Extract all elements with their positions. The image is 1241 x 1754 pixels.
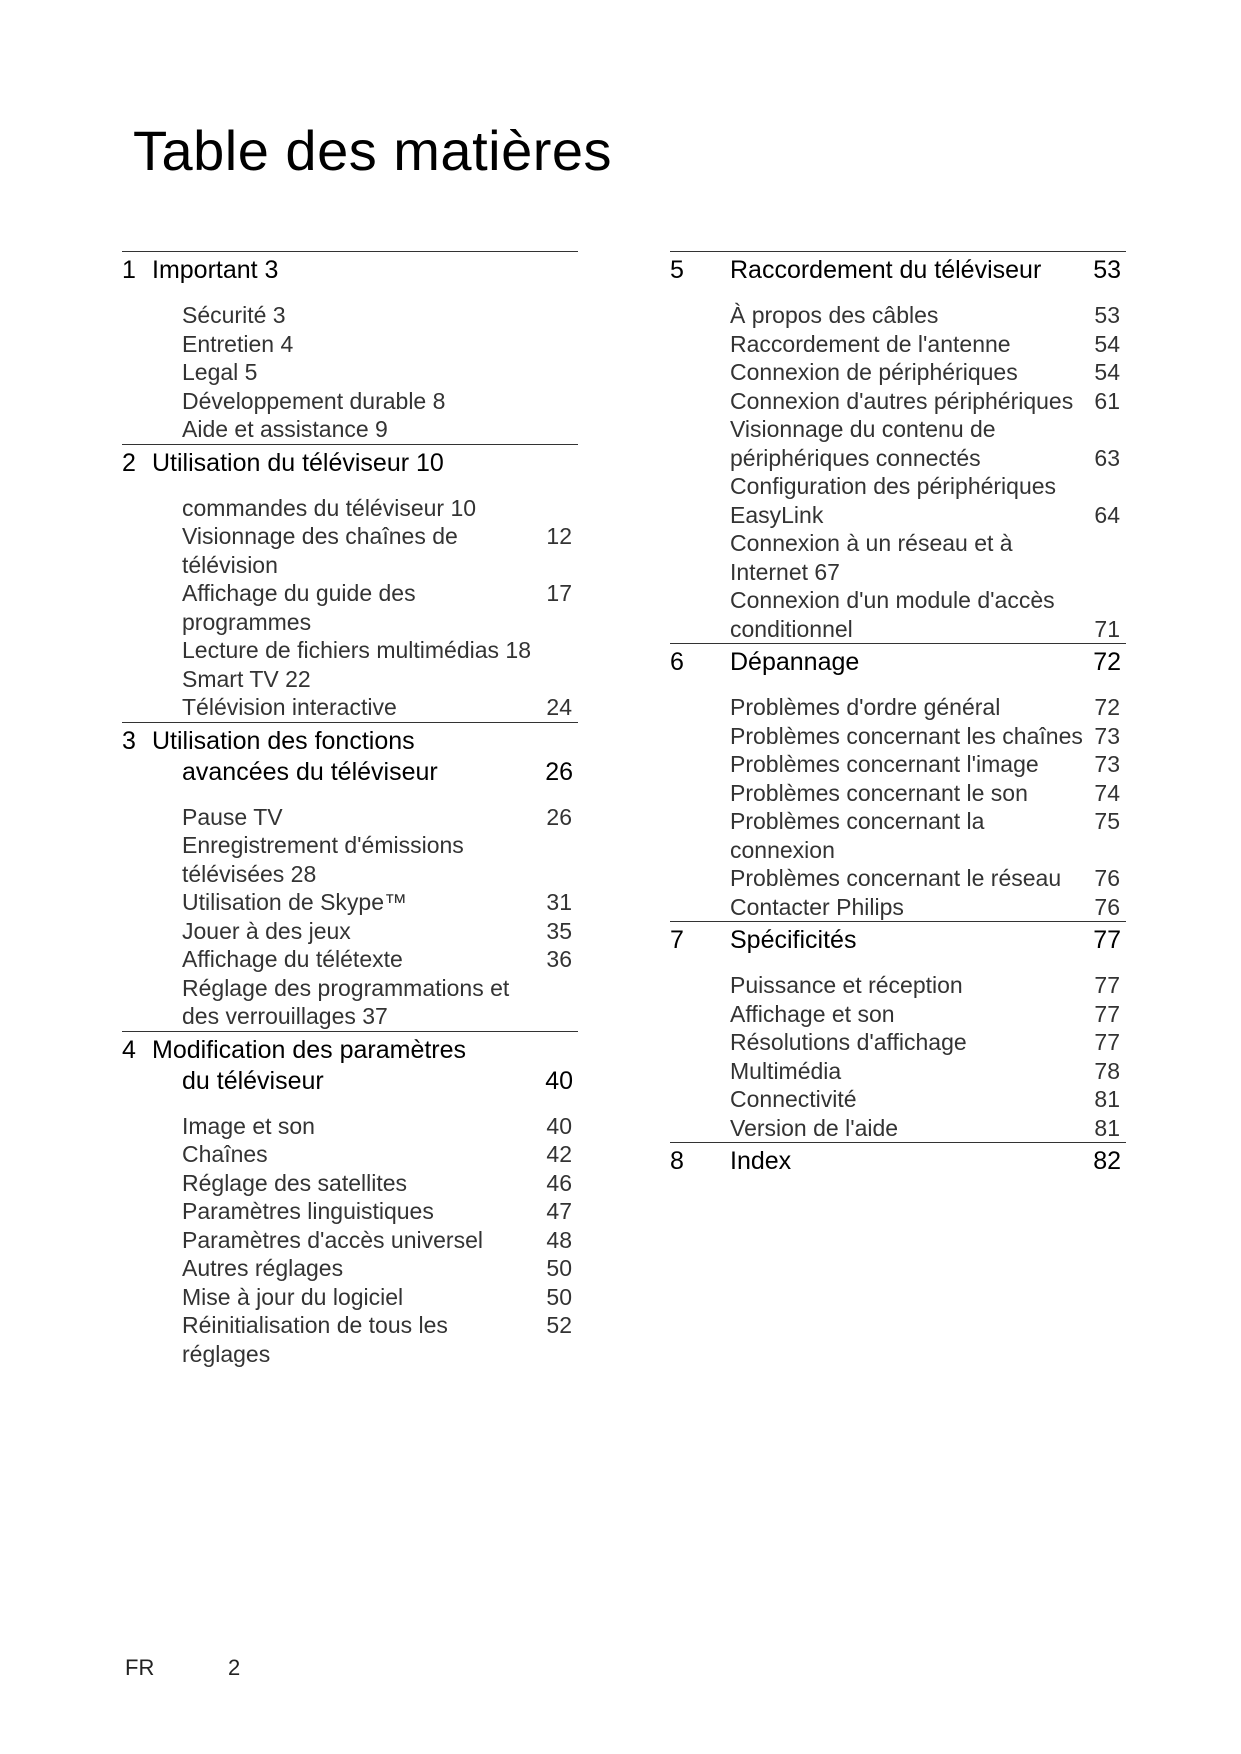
toc-entry[interactable] [182,1002,578,1031]
section-heading[interactable] [122,445,578,479]
entry-page: 50 [546,1283,572,1310]
section-title: Index [730,1147,792,1175]
entry-text: Smart TV 22 [182,665,311,692]
entry-text: Puissance et réception [730,972,963,998]
page-title: Table des matières [133,119,613,182]
entry-page: 81 [1094,1114,1120,1141]
entry-page: 46 [546,1169,572,1196]
toc-entry[interactable] [730,807,1126,864]
section-heading[interactable] [670,644,1126,678]
toc-entry[interactable] [182,301,578,330]
entry-text: périphériques connectés [730,444,981,471]
entry-page: 35 [546,917,572,944]
entry-page: 61 [1094,387,1120,414]
toc-entry[interactable] [730,971,1126,1000]
toc-entry[interactable] [730,893,1126,922]
entry-text: Raccordement de l'antenne [730,330,1011,357]
entry-text: Lecture de fichiers multimédias 18 [182,637,531,663]
entry-text: Multimédia [730,1057,842,1084]
entry-page: 50 [546,1255,572,1281]
toc-entry[interactable] [182,358,578,387]
entry-page: 72 [1094,694,1120,720]
section-heading[interactable] [670,252,1126,286]
entry-text: Chaînes [182,1141,268,1167]
entry-text: Réglage des satellites [182,1169,408,1196]
toc-section [670,921,1126,1142]
toc-entry[interactable] [182,494,578,523]
entry-page: 40 [546,1112,572,1139]
entry-page: 73 [1094,751,1120,777]
entry-page: 77 [1094,1029,1120,1055]
entry-page: 26 [546,803,572,830]
toc-entry[interactable] [182,522,578,579]
entry-page [1114,586,1126,615]
toc-entry[interactable] [182,387,578,416]
toc-section [670,1142,1126,1177]
entry-text: Sécurité 3 [182,302,286,328]
toc-entry[interactable] [730,387,1126,416]
entry-text: Problèmes concernant le son [730,779,1028,806]
entry-page: 52 [546,1312,572,1338]
toc-entry[interactable] [182,1311,578,1368]
entry-page [566,387,578,416]
toc-entry[interactable] [730,750,1126,779]
toc-entry[interactable] [730,693,1126,722]
section-page: 40 [545,1066,573,1095]
entry-text: commandes du téléviseur 10 [182,494,477,521]
entry-text: Jouer à des jeux [182,917,351,944]
entry-text: Internet 67 [730,558,840,585]
toc-section [122,444,578,722]
entry-text: EasyLink [730,501,824,528]
toc-entry[interactable] [730,330,1126,359]
entry-page: 77 [1094,972,1120,998]
entry-page [566,415,578,444]
toc-entry[interactable] [182,693,578,722]
section-heading[interactable] [670,922,1126,956]
section-number: 1 [122,256,136,284]
entry-text: Problèmes d'ordre général [730,694,1001,720]
entry-page: 71 [1094,615,1120,642]
toc-entry[interactable] [730,1057,1126,1086]
toc-entry[interactable] [730,864,1126,893]
entry-text: Paramètres d'accès universel [182,1226,483,1253]
entry-text: Image et son [182,1112,315,1139]
entry-text: Visionnage du contenu de [730,416,996,442]
section-title: Spécificités [730,926,857,954]
entry-page: 42 [546,1141,572,1167]
toc-entry[interactable] [182,1283,578,1312]
entry-page: 64 [1094,501,1120,528]
toc-entry[interactable] [182,665,578,694]
toc-entry[interactable] [182,803,578,832]
entry-page [566,831,578,860]
toc-entry[interactable] [182,1140,578,1169]
section-heading[interactable] [122,723,578,788]
toc-section [670,643,1126,921]
entry-page: 12 [546,523,572,549]
entry-page [1114,558,1126,587]
entry-text: Affichage et son [730,1000,895,1027]
entry-page: 63 [1094,444,1120,471]
toc-entry[interactable] [730,779,1126,808]
entry-text: Connectivité [730,1086,857,1112]
entry-text: Affichage du télétexte [182,946,403,972]
entry-text: Configuration des périphériques [730,473,1057,499]
section-number: 7 [670,926,684,954]
toc-entry[interactable] [730,444,1126,473]
entry-text: À propos des câbles [730,302,939,328]
entry-text: Legal 5 [182,359,258,385]
section-number: 8 [670,1147,684,1175]
entry-page [1114,415,1126,444]
entry-text: des verrouillages 37 [182,1003,388,1029]
section-title: Dépannage [730,648,860,676]
entry-page: 24 [546,694,572,720]
section-page: 77 [1093,926,1121,954]
toc-entry[interactable] [182,1254,578,1283]
toc-entry[interactable] [730,501,1126,530]
section-page: 72 [1093,648,1121,676]
entry-page [566,330,578,359]
entry-text: Connexion à un réseau et à [730,530,1013,556]
entry-page [566,1002,578,1031]
section-title: Modification des paramètres [152,1035,467,1064]
section-title-continued: avancées du téléviseur [182,757,438,786]
entry-page: 36 [546,946,572,972]
entry-page: 76 [1094,893,1120,920]
section-number: 6 [670,648,684,676]
toc-section [122,251,578,444]
entry-text: Entretien 4 [182,330,294,357]
toc-entry[interactable] [182,888,578,917]
entry-page: 53 [1094,302,1120,328]
entry-text: Problèmes concernant les chaînes [730,722,1083,749]
entry-page: 81 [1094,1086,1120,1112]
entry-text: Résolutions d'affichage [730,1029,967,1055]
entry-page: 54 [1094,330,1120,357]
toc-entry[interactable] [182,945,578,974]
toc-entry[interactable] [182,330,578,359]
entry-text: Développement durable 8 [182,387,446,414]
entry-page: 76 [1094,865,1120,891]
toc-entry[interactable] [182,1226,578,1255]
section-heading[interactable] [122,252,578,286]
toc-section [122,722,578,1031]
toc-entry[interactable] [730,1028,1126,1057]
toc-entry[interactable] [182,1197,578,1226]
section-page: 26 [545,757,573,786]
toc-entry[interactable] [730,1085,1126,1114]
toc-entry[interactable] [182,831,578,860]
entry-page [1114,472,1126,501]
entry-text: Problèmes concernant le réseau [730,865,1062,891]
entry-text: Pause TV [182,803,283,830]
toc-entry[interactable] [730,558,1126,587]
section-number: 2 [122,448,136,477]
section-page: 82 [1093,1147,1121,1175]
entry-text: Version de l'aide [730,1114,899,1141]
entry-page: 54 [1094,359,1120,385]
entry-page: 74 [1094,779,1120,806]
section-title: Utilisation des fonctions [152,726,415,755]
section-title: Raccordement du téléviseur [730,256,1042,284]
entry-text: Connexion d'autres périphériques [730,387,1074,414]
toc-entry[interactable] [730,615,1126,644]
entry-page: 77 [1094,1000,1120,1027]
entry-text: Contacter Philips [730,893,904,920]
entry-page [566,665,578,694]
entry-text: Aide et assistance 9 [182,416,388,442]
section-number: 4 [122,1035,136,1064]
toc-entry[interactable] [182,1112,578,1141]
entry-text: télévisées 28 [182,860,317,887]
entry-text: Utilisation de Skype™ [182,889,407,915]
toc-entry[interactable] [730,472,1126,501]
entry-text: Réinitialisation de tous les réglages [182,1312,448,1367]
toc-section [122,1031,578,1369]
entry-text: Visionnage des chaînes de télévision [182,523,458,578]
toc-entry[interactable] [730,301,1126,330]
toc-entry[interactable] [730,415,1126,444]
entry-page: 47 [546,1198,572,1224]
toc-entry[interactable] [730,1000,1126,1029]
entry-page [566,860,578,889]
entry-text: Télévision interactive [182,694,397,720]
entry-text: Affichage du guide des programmes [182,580,416,635]
toc-entry[interactable] [730,586,1126,615]
entry-page [566,301,578,330]
entry-text: Autres réglages [182,1255,344,1281]
toc-entry[interactable] [730,1114,1126,1143]
entry-page: 73 [1094,722,1120,749]
entry-text: Réglage des programmations et [182,974,510,1001]
entry-text: Mise à jour du logiciel [182,1283,404,1310]
entry-text: Connexion de périphériques [730,359,1018,385]
section-title-continued: du téléviseur [182,1066,324,1095]
section-heading[interactable] [670,1143,1126,1177]
section-heading[interactable] [122,1032,578,1097]
section-number: 5 [670,256,684,284]
footer-language: FR [125,1655,155,1680]
entry-text: Paramètres linguistiques [182,1198,434,1224]
entry-page [566,494,578,523]
section-title: Utilisation du téléviseur 10 [152,448,444,477]
toc-entry[interactable] [182,917,578,946]
toc-entry[interactable] [182,1169,578,1198]
toc-entry[interactable] [730,722,1126,751]
entry-page [1114,529,1126,558]
toc-right-column [670,251,1126,1177]
entry-page: 17 [546,580,572,606]
entry-text: Enregistrement d'émissions [182,832,464,858]
entry-text: Problèmes concernant la connexion [730,808,985,863]
toc-left-column [122,251,578,1368]
toc-entry[interactable] [182,415,578,444]
entry-page [566,358,578,387]
entry-text: conditionnel [730,615,853,642]
entry-page [566,636,578,665]
toc-entry[interactable] [730,529,1126,558]
toc-entry[interactable] [730,358,1126,387]
entry-page: 48 [546,1226,572,1253]
entry-page [566,974,578,1003]
entry-text: Problèmes concernant l'image [730,751,1039,777]
toc-section [670,251,1126,643]
entry-text: Connexion d'un module d'accès [730,587,1055,613]
toc-entry[interactable] [182,579,578,636]
footer-page-number: 2 [228,1655,241,1680]
section-title: Important 3 [152,256,279,284]
section-page: 53 [1093,256,1121,284]
section-number: 3 [122,726,136,755]
entry-page: 78 [1094,1057,1120,1084]
entry-page: 31 [546,889,572,915]
entry-page: 75 [1094,808,1120,834]
toc-entry[interactable] [182,860,578,889]
toc-entry[interactable] [182,636,578,665]
toc-entry[interactable] [182,974,578,1003]
